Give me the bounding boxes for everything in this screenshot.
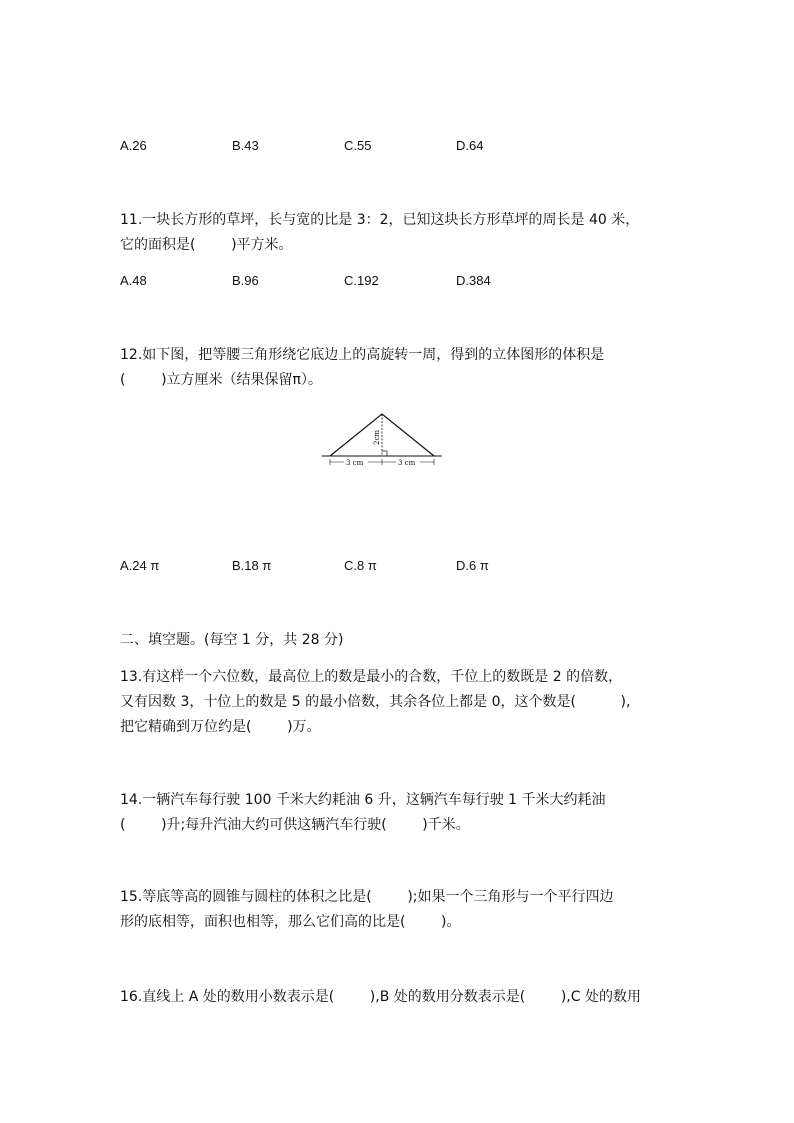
option-c: C.8 π bbox=[344, 558, 377, 573]
question-text: 把它精确到万位约是( )万。 bbox=[120, 719, 321, 735]
left-base-label: 3 cm bbox=[346, 459, 364, 467]
question-text: ( )立方厘米（结果保留π）。 bbox=[120, 372, 322, 388]
question-text: 11.一块长方形的草坪，长与宽的比是 3：2，已知这块长方形草坪的周长是 40 米， bbox=[120, 212, 640, 228]
question-text: 15.等底等高的圆锥与圆柱的体积之比是( );如果一个三角形与一个平行四边 bbox=[120, 889, 614, 905]
section-heading: 二、填空题。(每空 1 分，共 28 分) bbox=[120, 632, 344, 648]
question-text: 形的底相等，面积也相等，那么它们高的比是( )。 bbox=[120, 914, 461, 930]
question-text: ( )升;每升汽油大约可供这辆汽车行驶( )千米。 bbox=[120, 817, 470, 833]
option-b: B.96 bbox=[232, 273, 259, 288]
option-c: C.55 bbox=[344, 138, 372, 153]
option-a: A.24 π bbox=[120, 558, 160, 573]
question-text: 又有因数 3，十位上的数是 5 的最小倍数，其余各位上都是 0，这个数是( ), bbox=[120, 694, 631, 710]
option-d: D.6 π bbox=[456, 558, 489, 573]
option-a: A.26 bbox=[120, 138, 147, 153]
question-text: 12.如下图，把等腰三角形绕它底边上的高旋转一周，得到的立体图形的体积是 bbox=[120, 347, 605, 363]
option-c: C.192 bbox=[344, 273, 379, 288]
option-d: D.384 bbox=[456, 273, 491, 288]
height-label: 2cm bbox=[373, 429, 381, 445]
isosceles-triangle-figure bbox=[320, 408, 444, 470]
question-text: 16.直线上 A 处的数用小数表示是( ),B 处的数用分数表示是( ),C 处的数用 bbox=[120, 989, 641, 1005]
question-text: 它的面积是( )平方米。 bbox=[120, 237, 293, 253]
question-text: 14.一辆汽车每行驶 100 千米大约耗油 6 升，这辆汽车每行驶 1 千米大约耗油 bbox=[120, 792, 606, 808]
question-text: 13.有这样一个六位数，最高位上的数是最小的合数，千位上的数既是 2 的倍数， bbox=[120, 669, 623, 685]
option-b: B.43 bbox=[232, 138, 259, 153]
right-angle-mark bbox=[382, 451, 387, 456]
option-b: B.18 π bbox=[232, 558, 272, 573]
right-base-label: 3 cm bbox=[398, 459, 416, 467]
option-d: D.64 bbox=[456, 138, 484, 153]
option-a: A.48 bbox=[120, 273, 147, 288]
